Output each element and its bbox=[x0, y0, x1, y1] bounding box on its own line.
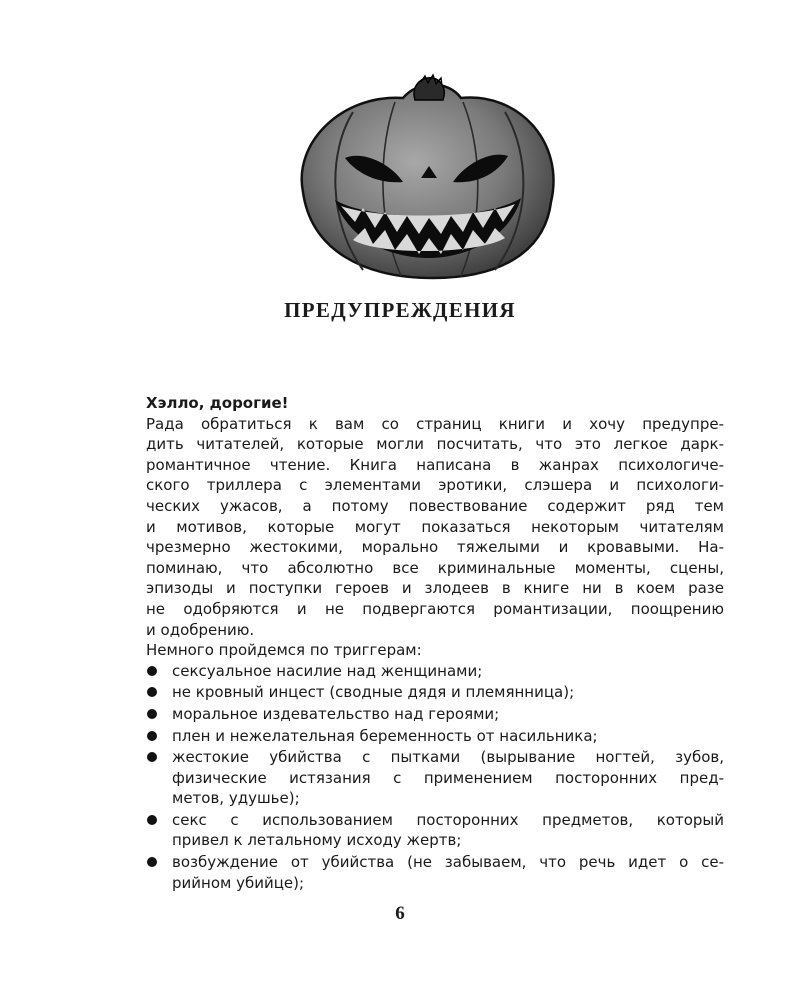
bullet-icon bbox=[147, 687, 157, 697]
list-item-line: возбуждение от убийства (не забываем, что речь идет о се- bbox=[172, 853, 724, 872]
paragraph-line: Рада обратиться к вам со страниц книги и хочу предупре- bbox=[146, 414, 724, 433]
list-item-line: сексуальное насилие над женщинами; bbox=[172, 661, 483, 680]
list-item bbox=[120, 704, 724, 725]
list-item-line: моральное издевательство над героями; bbox=[172, 704, 500, 723]
bullet-icon bbox=[147, 815, 157, 825]
list-item-line: метов, удушье); bbox=[172, 789, 300, 808]
paragraph-line: дить читателей, которые могли посчитать, что это легкое дарк- bbox=[146, 435, 724, 454]
list-item bbox=[120, 726, 724, 747]
list-item bbox=[120, 661, 724, 682]
list-item-line: физические истязания с применением посторонних пред- bbox=[172, 768, 724, 787]
paragraph-line: ского триллера с элементами эротики, слэшера и психологи- bbox=[146, 476, 724, 495]
list-item bbox=[120, 747, 724, 809]
paragraph-line: эпизоды и поступки героев и злодеев в книге ни в коем разе bbox=[146, 579, 724, 598]
list-item-line: рийном убийце); bbox=[172, 873, 305, 892]
list-item-line: жестокие убийства с пытками (вырывание ногтей, зубов, bbox=[172, 748, 724, 767]
warning-paragraph bbox=[120, 414, 724, 641]
page-heading: ПРЕДУПРЕЖДЕНИЯ bbox=[284, 298, 516, 322]
bullet-icon bbox=[147, 709, 157, 719]
list-item-line: плен и нежелательная беременность от насильника; bbox=[172, 726, 598, 745]
paragraph-line: ческих ужасов, а потому повествование содержит ряд тем bbox=[146, 496, 724, 515]
list-item bbox=[120, 682, 724, 703]
jack-o-lantern-illustration bbox=[283, 72, 567, 284]
list-item bbox=[120, 810, 724, 851]
list-item-line: не кровный инцест (сводные дядя и племянница); bbox=[172, 683, 575, 702]
main-text bbox=[120, 393, 724, 894]
paragraph-line: не одобряются и не подвергаются романтизации, поощрению bbox=[146, 599, 724, 618]
greeting: Хэлло, дорогие! bbox=[146, 394, 289, 412]
bullet-icon bbox=[147, 666, 157, 676]
bullet-icon bbox=[147, 857, 157, 867]
paragraph-line: романтичное чтение. Книга написана в жанрах психологиче- bbox=[146, 455, 724, 474]
bullet-icon bbox=[147, 752, 157, 762]
paragraph-line: и одобрению. bbox=[146, 620, 255, 639]
trigger-intro: Немного пройдемся по триггерам: bbox=[146, 641, 422, 660]
paragraph-line: поминаю, что абсолютно все криминальные моменты, сцены, bbox=[146, 558, 724, 577]
paragraph-line: и мотивов, которые могут показаться некоторым читателям bbox=[146, 517, 724, 536]
list-item-line: секс с использованием посторонних предметов, который bbox=[172, 810, 724, 829]
bullet-icon bbox=[147, 731, 157, 741]
list-item-line: привел к летальному исходу жертв; bbox=[172, 831, 462, 850]
list-item bbox=[120, 852, 724, 893]
page-number: 6 bbox=[395, 903, 405, 924]
trigger-list bbox=[120, 661, 724, 894]
paragraph-line: чрезмерно жестокими, морально тяжелыми и кровавыми. На- bbox=[146, 538, 724, 557]
